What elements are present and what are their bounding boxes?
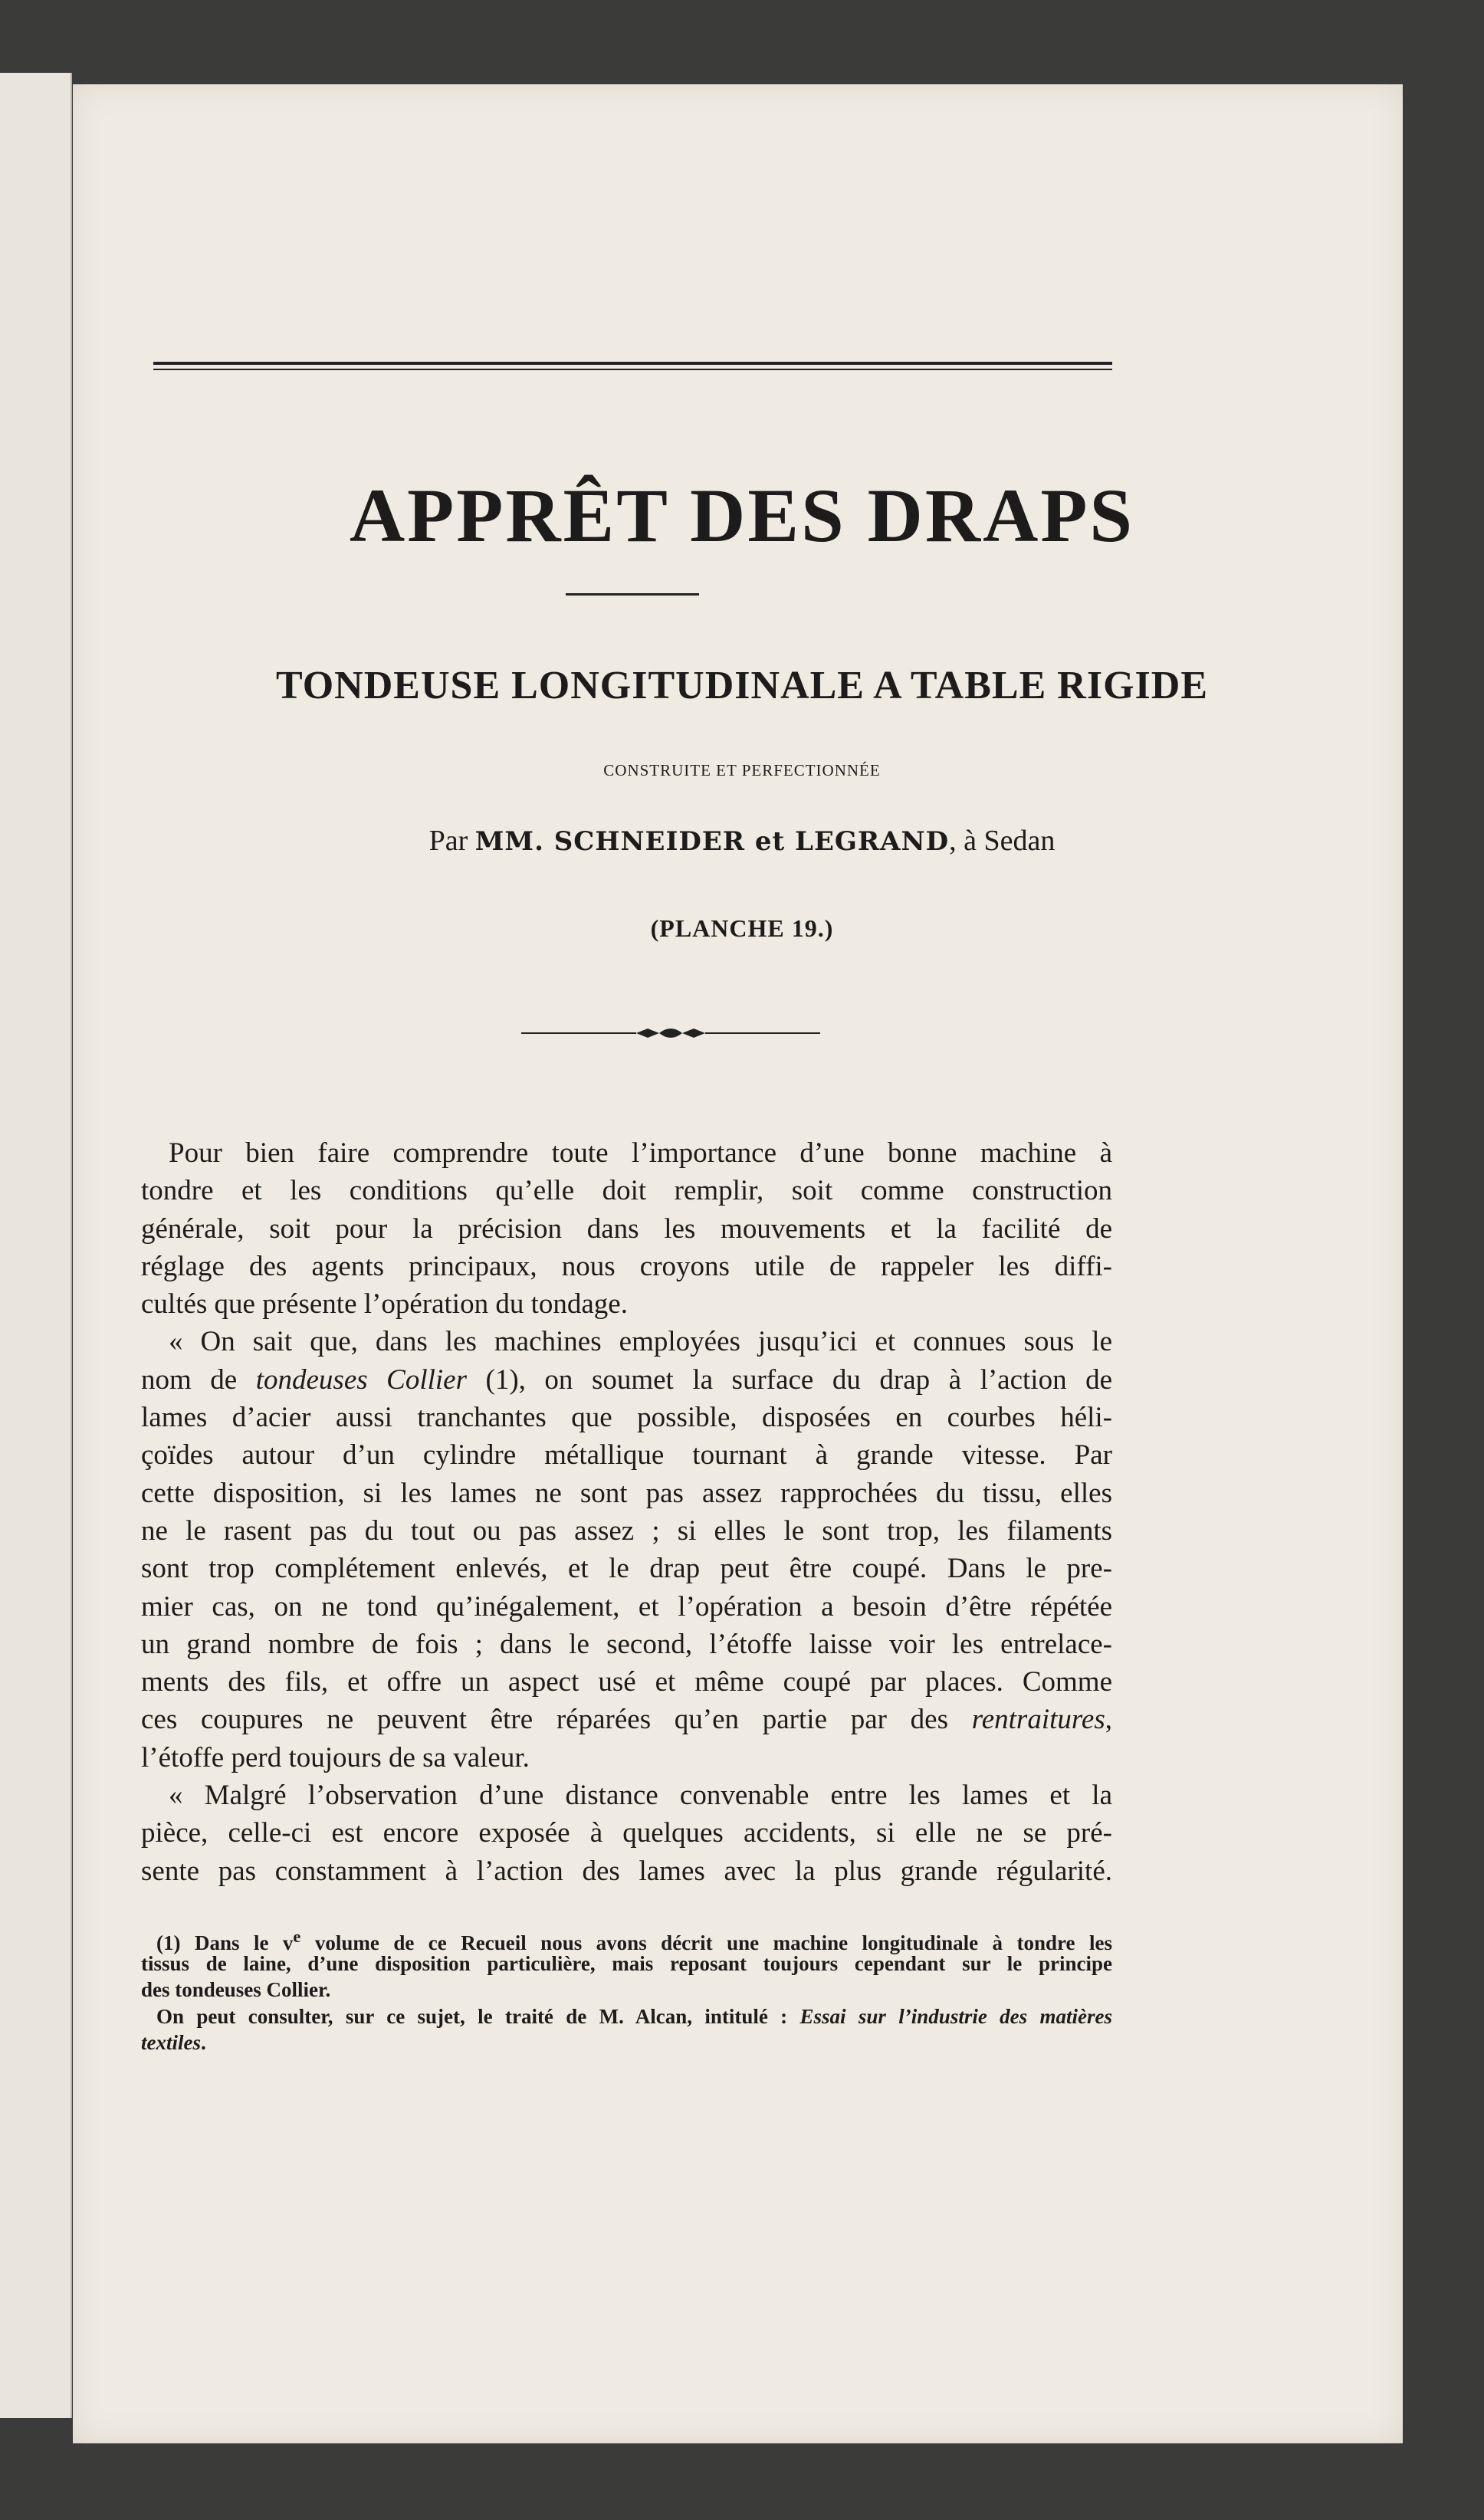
footnote-line: textiles. [141,2031,206,2055]
footnote-line: On peut consulter, sur ce sujet, le traité de M. Alcan, intitulé : Essai sur l’industrie des matières [156,2004,1113,2028]
subtitle: TONDEUSE LONGITUDINALE A TABLE RIGIDE [275,664,1208,707]
page-title: APPRÊT DES DRAPS [349,473,1135,558]
ornament-divider [521,1024,820,1042]
text-line: Pour bien faire comprendre toute l’importance d’une bonne machine à [169,1137,1112,1169]
text-line: « On sait que, dans les machines employées jusqu’ici et connues sous le [169,1326,1112,1358]
footnote-line: (1) Dans le $v^e$ volume de ce Recueil nous avons décrit une machine longitudinale à tondre les [156,1927,1112,1954]
footnote-line: des tondeuses Collier. [141,1978,331,2002]
authors-line [0,824,1484,858]
text-line: çoïdes autour d’un cylindre métallique tournant à grande vitesse. Par [141,1439,1112,1472]
text-line: l’étoffe perd toujours de sa valeur. [141,1741,530,1774]
text-line: réglage des agents principaux, nous croyons utile de rappeler les diffi- [141,1250,1112,1282]
text-line: un grand nombre de fois ; dans le second, l’étoffe laisse voir les entrelace- [141,1628,1112,1660]
text-line: cette disposition, si les lames ne sont pas assez rapprochées du tissu, elles [141,1477,1112,1509]
text-line: mier cas, on ne tond qu’inégalement, et l’opération a besoin d’être répétée [141,1590,1112,1623]
text-line: pièce, celle-ci est encore exposée à quelques accidents, si elle ne se pré- [141,1817,1112,1849]
body-text [141,1134,1112,1890]
text-line: ne le rasent pas du tout ou pas assez ; si elles le sont trop, les filaments [141,1514,1112,1547]
text-line: générale, soit pour la précision dans les mouvements et la facilité de [141,1212,1112,1245]
title-underline [566,593,699,596]
facing-page-edge [0,73,72,2418]
par-prefix: Par [428,825,468,857]
footnote-line: tissus de laine, d’une disposition particulière, mais reposant toujours cependant sur le principe [141,1951,1112,1975]
authors: MM. SCHNEIDER et LEGRAND [474,826,950,857]
text-line: nom de tondeuses Collier (1), on soumet la surface du drap à l’action de [141,1363,1113,1396]
par-suffix: , à Sedan [949,825,1056,857]
text-line: sente pas constamment à l’action des lames avec la plus grande régularité. [141,1855,1112,1887]
text-line: « Malgré l’observation d’une distance convenable entre les lames et la [169,1780,1112,1812]
text-line: tondre et les conditions qu’elle doit remplir, soit comme construction [141,1175,1112,1207]
text-line: cultés que présente l’opération du tondage. [141,1288,628,1321]
text-line: ces coupures ne peuvent être réparées qu’en partie par des rentraitures, [141,1704,1112,1736]
built-note: CONSTRUITE ET PERFECTIONNÉE [603,761,881,779]
plate-reference: (PLANCHE 19.) [650,914,834,942]
text-line: ments des fils, et offre un aspect usé et même coupé par places. Comme [141,1666,1112,1698]
top-double-rule [153,362,1112,370]
footnotes [141,1924,1112,2056]
text-line: sont trop complétement enlevés, et le drap peut être coupé. Dans le pre- [141,1553,1112,1585]
text-line: lames d’acier aussi tranchantes que possible, disposées en courbes héli- [141,1402,1112,1434]
